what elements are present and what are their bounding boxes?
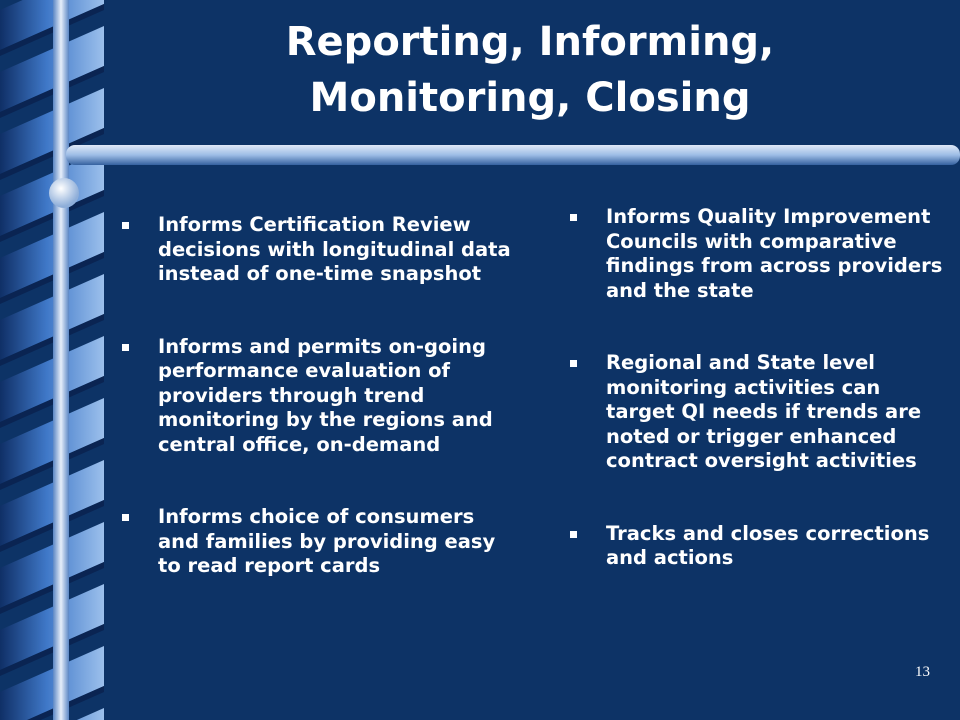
title-line-2: Monitoring, Closing [309,75,751,121]
bullet-square-icon [122,514,129,521]
page-number: 13 [915,664,930,680]
decorative-header-bar [66,145,960,165]
bullet-square-icon [570,360,577,367]
bullet-text: Informs Certification Review decisions with longitudinal data instead of one-time snapshot [158,213,511,285]
title-line-1: Reporting, Informing, [285,19,775,65]
bullet-item [566,351,954,474]
bullet-item [118,335,518,458]
bullet-text: Informs Quality Improvement Councils with comparative findings from across providers and the state [606,205,943,302]
bullet-text: Informs and permits on-going performance evaluation of providers through trend monitoring by the regions and central office, on-demand [158,334,493,456]
bullet-square-icon [122,344,129,351]
decorative-ball [49,178,79,208]
bullet-text: Informs choice of consumers and families by providing easy to read report cards [158,505,496,577]
slide-title [110,14,950,126]
bullet-square-icon [570,531,577,538]
bullet-item [566,522,954,571]
bullet-square-icon [570,214,577,221]
bullet-item [118,213,518,287]
left-bullet-column [118,205,518,627]
bullet-item [118,505,518,579]
decorative-pole [53,0,69,720]
right-bullet-column [566,205,954,619]
bullet-text: Regional and State level monitoring activities can target QI needs if trends are noted or trigger enhanced contract oversight activities [606,351,922,472]
bullet-text: Tracks and closes corrections and actions [606,521,930,569]
decorative-ribbon-band [0,0,104,720]
bullet-square-icon [122,222,129,229]
bullet-item [566,205,954,303]
